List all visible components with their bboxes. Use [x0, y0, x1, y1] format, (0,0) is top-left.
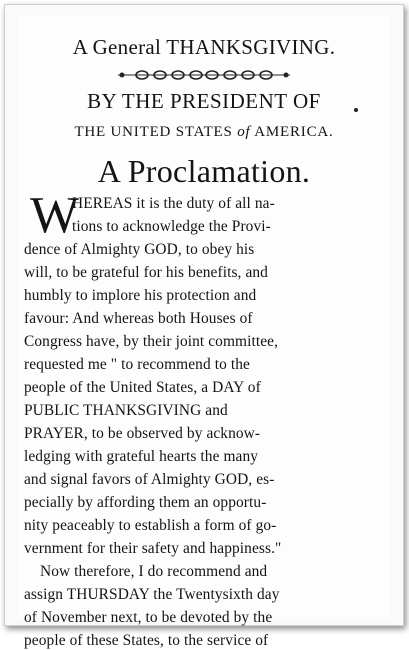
country-of: of — [237, 124, 251, 140]
body-line: ledging with grateful hearts the many — [24, 448, 259, 465]
proclamation-heading: A Proclamation. — [97, 153, 311, 189]
body-line: will, to be grateful for his benefits, and — [24, 264, 268, 281]
body-line: nity peaceably to establish a form of go- — [24, 517, 277, 534]
drop-cap: W — [30, 187, 80, 244]
body-line: PRAYER, to be observed by acknow- — [24, 425, 261, 442]
country-prefix: THE UNITED STATES — [74, 124, 233, 140]
body-line: of November next, to be devoted by the — [24, 609, 273, 626]
country-suffix: AMERICA. — [254, 124, 334, 140]
body-line: Congress have, by their joint committee, — [24, 333, 279, 350]
body-line: people of the United States, a DAY of — [24, 379, 261, 396]
body-line: and signal favors of Almighty GOD, es- — [24, 471, 275, 488]
newspaper-clipping — [18, 15, 390, 649]
body-line: Now therefore, I do recommend and — [40, 563, 268, 580]
document-frame — [4, 4, 404, 649]
body-line: dence of Almighty GOD, to obey his — [24, 241, 255, 258]
by-the-president-line: BY THE PRESIDENT OF — [87, 89, 321, 113]
united-states-line — [18, 124, 390, 141]
body-line: PUBLIC THANKSGIVING and — [24, 402, 228, 419]
body-line: pecially by affording them an opportu- — [24, 494, 267, 511]
body-line: people of these States, to the service of — [24, 632, 269, 649]
ink-speck — [354, 108, 358, 112]
body-line: requested me " to recommend to the — [24, 356, 250, 373]
body-line: HEREAS it is the duty of all na- — [72, 195, 275, 212]
body-line: humbly to implore his protection and — [24, 287, 257, 304]
body-line: assign THURSDAY the Twentysixth day — [24, 586, 280, 603]
proclamation-title: A General THANKSGIVING. — [72, 35, 336, 59]
body-line: tions to acknowledge the Provi- — [72, 218, 271, 235]
ornament-rule — [18, 67, 390, 83]
body-line: vernment for their safety and happiness." — [24, 540, 282, 557]
body-line: favour: And whereas both Houses of — [24, 310, 253, 327]
